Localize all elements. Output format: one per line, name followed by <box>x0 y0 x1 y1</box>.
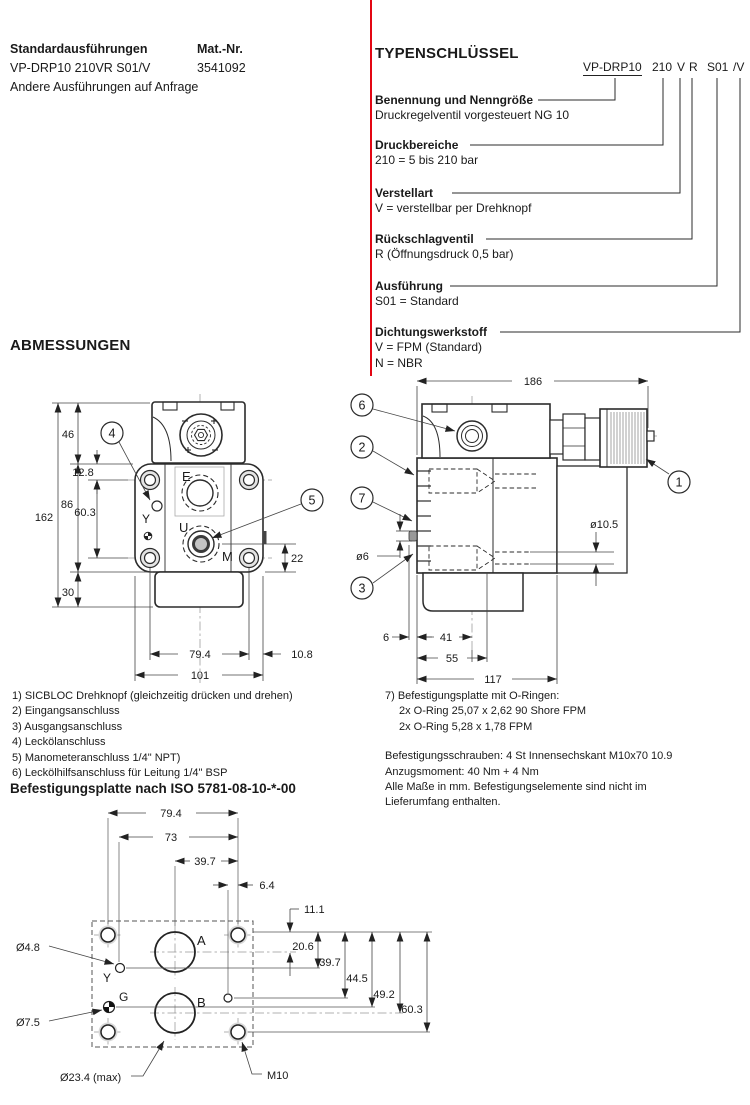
dim-label: Ø7.5 <box>16 1017 40 1029</box>
callout-5: 5 <box>308 493 316 508</box>
type-key-entry-label: Dichtungswerkstoff <box>375 325 488 339</box>
type-key-entry <box>375 325 675 370</box>
dim-label: 30 <box>61 587 75 599</box>
port-label-g: G <box>119 990 129 1004</box>
dim-label: Ø23.4 (max) <box>60 1072 122 1084</box>
port-label-u: U <box>179 520 189 535</box>
type-code-base: VP-DRP10 <box>583 60 642 74</box>
plate-labels <box>16 808 423 1084</box>
callout-6: 6 <box>358 398 366 413</box>
callout-4: 4 <box>108 426 116 441</box>
note: Anzugsmoment: 40 Nm + 4 Nm <box>385 765 539 778</box>
type-key-entry <box>375 186 675 216</box>
type-key-entry-value: S01 = Standard <box>375 294 459 308</box>
dim-label: 39.7 <box>194 856 216 868</box>
front-view-valve-body <box>135 402 267 607</box>
standard-versions-block <box>10 40 365 97</box>
dim-label: 79.4 <box>160 808 182 820</box>
other-versions-note: Andere Ausführungen auf Anfrage <box>10 80 199 94</box>
callout-1: 1 <box>675 475 683 490</box>
dim-label: 101 <box>190 670 210 682</box>
dim-label: 41 <box>439 632 453 644</box>
side-view-drawing <box>350 370 750 688</box>
dim-label: 162 <box>34 512 54 524</box>
port-label-m: M <box>222 549 233 564</box>
dim-label: M10 <box>267 1070 289 1082</box>
dim-label: 11.1 <box>304 904 325 916</box>
callout-7: 7 <box>358 491 366 506</box>
port-label-a: A <box>197 933 206 948</box>
dim-label: 60.3 <box>74 507 96 519</box>
type-key-entry <box>375 232 675 262</box>
type-key-title: TYPENSCHLÜSSEL <box>375 45 519 62</box>
dim-label: 22 <box>291 553 304 565</box>
type-code-pressure: 210 <box>652 60 673 74</box>
port-label-y: Y <box>103 971 112 985</box>
type-key-entry <box>375 279 675 309</box>
dim-label: 117 <box>484 674 502 686</box>
dim-label: 79.4 <box>189 649 211 661</box>
dimensions-section-title: ABMESSUNGEN <box>10 337 131 354</box>
footnote: 3) Ausgangsanschluss <box>12 720 123 733</box>
dim-label: 20.6 <box>292 941 314 953</box>
footnote: 5) Manometeranschluss 1/4" NPT) <box>12 751 181 764</box>
mat-nr-value: 3541092 <box>197 61 246 75</box>
footnote: 7) Befestigungsplatte mit O-Ringen: <box>385 690 560 702</box>
mat-nr-label: Mat.-Nr. <box>197 42 243 56</box>
note: Alle Maße in mm. Befestigungselemente sind nicht im <box>385 781 647 794</box>
type-code-check: R <box>689 60 698 74</box>
type-key-entry-label: Benennung und Nenngröße <box>375 93 533 107</box>
type-key-entry-label: Rückschlagventil <box>375 232 474 246</box>
type-key-entry-value: N = NBR <box>375 355 423 370</box>
side-view-valve-body <box>409 404 654 611</box>
dim-label: ø6 <box>356 551 369 563</box>
dim-label: 55 <box>445 653 459 665</box>
port-label-e: E <box>182 469 191 484</box>
port-label-y: Y <box>142 512 151 526</box>
footnote-list-right <box>385 689 672 811</box>
type-key-entry-label: Druckbereiche <box>375 138 459 152</box>
footnote: 2x O-Ring 25,07 x 2,62 90 Shore FPM <box>399 705 587 718</box>
model-code: VP-DRP10 210VR S01/V <box>10 61 151 75</box>
type-code-adjust: V <box>677 60 686 74</box>
note: Befestigungsschrauben: 4 St Innensechskant M10x70 10.9 <box>385 750 673 763</box>
front-view-drawing <box>30 390 340 690</box>
dim-label: 6 <box>382 632 390 644</box>
dim-label: 12.8 <box>72 467 94 479</box>
type-code-version: S01 <box>707 60 729 74</box>
dim-label: 39.7 <box>319 957 341 969</box>
callout-2: 2 <box>358 440 366 455</box>
dim-label: 46 <box>61 429 75 441</box>
port-label-b: B <box>197 995 206 1010</box>
callout-3: 3 <box>358 581 366 596</box>
type-key-entry-label: Ausführung <box>375 279 443 293</box>
type-key-entry <box>375 93 675 123</box>
type-code-seal: /V <box>733 60 745 74</box>
dim-label: 6.4 <box>259 880 275 892</box>
footnote: 1) SICBLOC Drehknopf (gleichzeitig drücken und drehen) <box>12 690 293 702</box>
dim-label: 60.3 <box>401 1004 423 1016</box>
dim-label: 44.5 <box>346 973 368 985</box>
note: Lieferumfang enthalten. <box>385 796 501 809</box>
dim-label: ø10.5 <box>590 519 619 531</box>
dim-label: 73 <box>164 832 178 844</box>
mounting-plate-title: Befestigungsplatte nach ISO 5781-08-10-*-00 <box>10 781 296 796</box>
footnote: 2x O-Ring 5,28 x 1,78 FPM <box>399 720 533 733</box>
footnote: 2) Eingangsanschluss <box>12 705 120 718</box>
dim-label: Ø4.8 <box>16 942 40 954</box>
type-key-entry <box>375 138 675 168</box>
mounting-plate-drawing <box>0 795 500 1105</box>
footnote: 4) Leckölanschluss <box>12 736 106 749</box>
type-key-entry-value: V = FPM (Standard) <box>375 340 483 354</box>
dim-label: 86 <box>60 499 74 511</box>
plate-bolt-holes <box>99 926 248 1042</box>
plate-body <box>92 921 253 1047</box>
type-key-entry-value: 210 = 5 bis 210 bar <box>375 153 479 167</box>
dim-label: 49.2 <box>373 989 395 1001</box>
type-key-entry-label: Verstellart <box>375 186 434 200</box>
footnote: 6) Leckölhilfsanschluss für Leitung 1/4" BSP <box>12 767 228 780</box>
type-key-entry-value: R (Öffnungsdruck 0,5 bar) <box>375 247 514 261</box>
standard-versions-title: Standardausführungen <box>10 42 148 56</box>
dim-label: 10.8 <box>291 649 313 661</box>
footnote-list-left <box>12 689 293 781</box>
type-key-entry-value: V = verstellbar per Drehknopf <box>375 201 532 215</box>
type-key-entry-value: Druckregelventil vorgesteuert NG 10 <box>375 108 570 122</box>
dim-label: 186 <box>523 376 543 388</box>
